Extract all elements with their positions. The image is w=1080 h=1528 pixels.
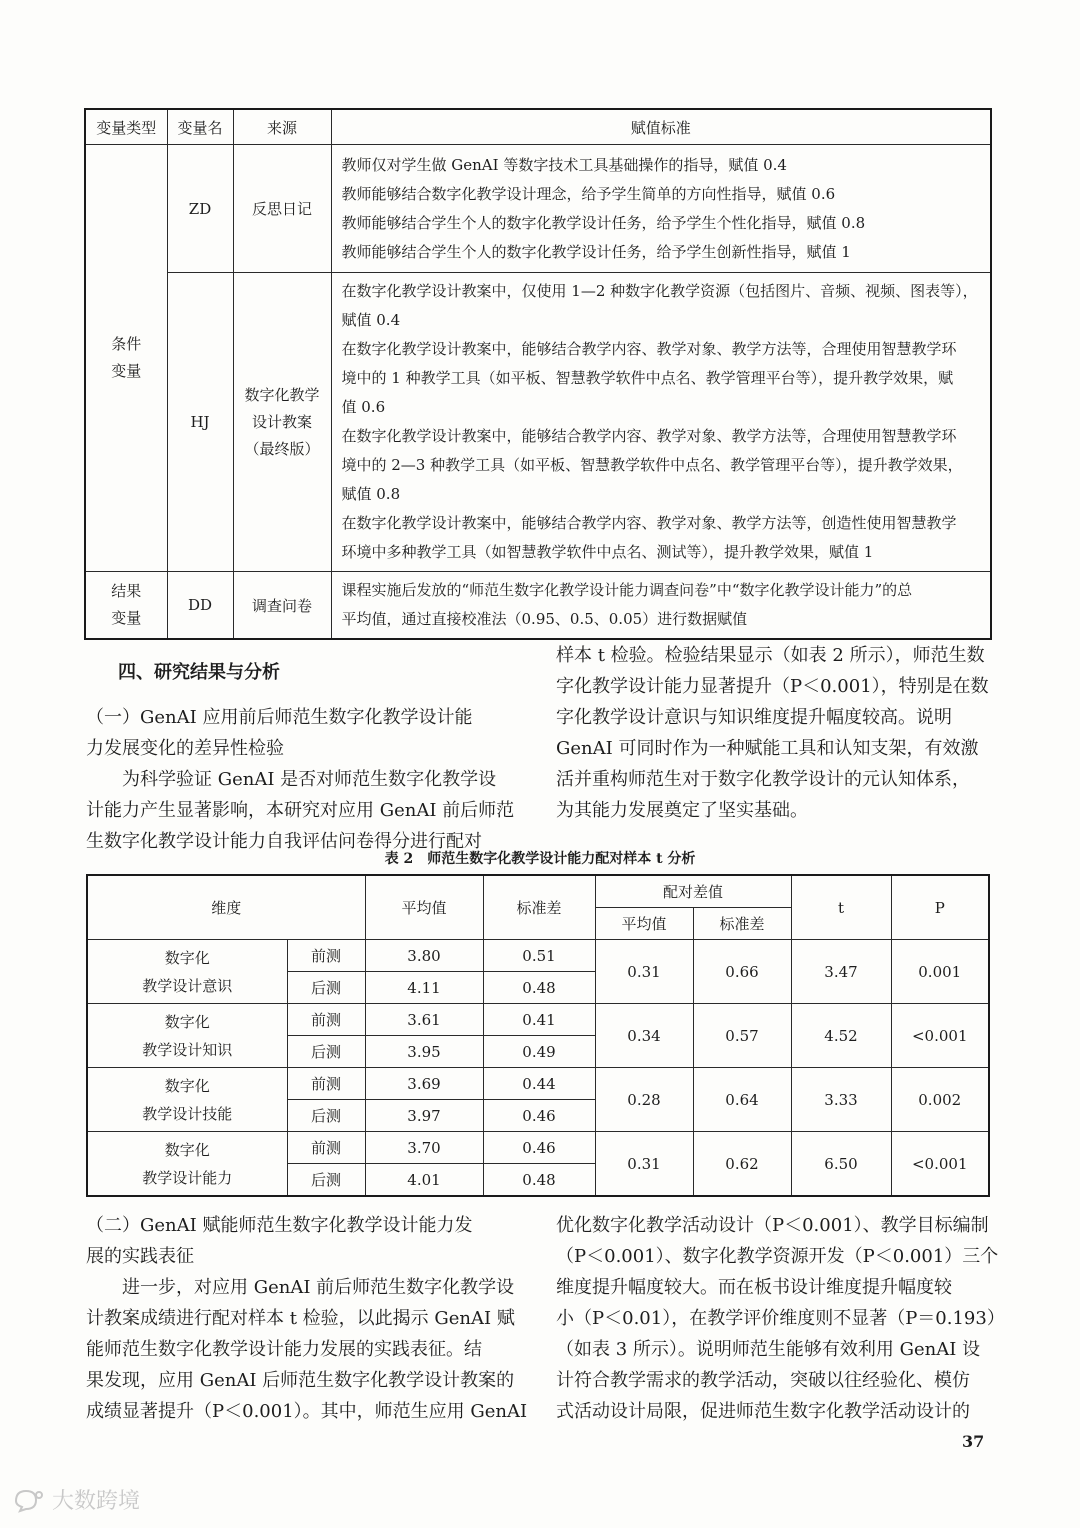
sd-cell: 0.44	[483, 1068, 595, 1100]
mean-cell: 3.70	[365, 1132, 483, 1164]
dimension-cell	[87, 940, 287, 1004]
paragraph-line: 活并重构师范生对于数字化教学设计的元认知体系，	[556, 769, 970, 790]
criteria-line: 教师仅对学生做 GenAI 等数字技术工具基础操作的指导，赋值 0.4	[341, 155, 787, 174]
variable-assignment-table	[84, 108, 992, 640]
table2-header-cell: 标准差	[483, 875, 595, 940]
criteria-line: 在数字化教学设计教案中，仅使用 1—2 种数字化教学资源（包括图片、音频、视频、图表等），	[341, 282, 978, 300]
variable-type-label	[86, 331, 167, 385]
table1-row	[85, 145, 991, 273]
dimension-cell	[87, 1132, 287, 1197]
text-line: 设计教案	[251, 412, 312, 431]
sd-cell: 0.41	[483, 1004, 595, 1036]
subsection-heading-2	[86, 1210, 472, 1272]
p-value-cell: 0.001	[891, 940, 989, 1004]
left-paragraph-1	[86, 764, 514, 857]
text-line: 变量	[111, 609, 142, 627]
paragraph-line: 果发现，应用 GenAI 后师范生数字化教学设计教案的	[86, 1370, 515, 1391]
variable-source-cell: 调查问卷	[233, 572, 331, 640]
test-label-cell: 前测	[287, 940, 365, 972]
criteria-line: 在数字化教学设计教案中，能够结合教学内容、教学对象、教学方法等，创造性使用智慧教学	[341, 514, 957, 532]
subsection-line: 力发展变化的差异性检验	[86, 738, 284, 759]
table2-header-cell: 标准差	[693, 908, 791, 940]
table1-header-cell: 来源	[233, 109, 331, 145]
variable-source-label	[234, 382, 331, 463]
paragraph-line: 生数字化教学设计能力自我评估问卷得分进行配对	[86, 831, 482, 852]
table2-header-cell: 维度	[87, 875, 365, 940]
text-line: 教学设计知识	[142, 1040, 233, 1059]
table1-header-row	[85, 109, 991, 145]
variable-name-cell: ZD	[167, 145, 233, 273]
paragraph-line: 计符合教学需求的教学活动，突破以往经验化、模仿	[556, 1370, 970, 1391]
variable-type-label	[86, 578, 167, 632]
variable-source-cell	[233, 273, 331, 572]
paired-t-test-table	[86, 874, 990, 1197]
right-paragraph-1	[556, 640, 989, 826]
text-line: 数字化教学	[244, 385, 320, 404]
subsection-line: （一）GenAI 应用前后师范生数字化教学设计能	[86, 707, 473, 728]
criteria-line: 在数字化教学设计教案中，能够结合教学内容、教学对象、教学方法等，合理使用智慧教学环	[341, 427, 957, 445]
text-line: 数字化	[164, 948, 210, 967]
criteria-cell	[331, 145, 991, 273]
t-value-cell: 3.33	[791, 1068, 891, 1132]
paragraph-line: （P＜0.001）、数字化教学资源开发（P＜0.001）三个	[556, 1246, 999, 1267]
table2-caption: 表 2 师范生数字化教学设计能力配对样本 t 分析	[384, 851, 696, 867]
subsection-line: （二）GenAI 赋能师范生数字化教学设计能力发	[86, 1215, 473, 1236]
t-value-cell: 6.50	[791, 1132, 891, 1197]
paragraph-line: 为科学验证 GenAI 是否对师范生数字化教学设	[86, 769, 497, 790]
criteria-line: 课程实施后发放的“师范生数字化教学设计能力调查问卷”中“数字化教学设计能力”的总	[341, 581, 913, 599]
subsection-line: 展的实践表征	[86, 1246, 194, 1267]
table2-header-cell: t	[791, 875, 891, 940]
criteria-line: 赋值 0.8	[341, 485, 401, 503]
right-paragraph-2	[556, 1210, 1005, 1427]
diff-mean-cell: 0.31	[595, 940, 693, 1004]
variable-name-cell: HJ	[167, 273, 233, 572]
sd-cell: 0.48	[483, 1164, 595, 1197]
sd-cell: 0.51	[483, 940, 595, 972]
test-label-cell: 后测	[287, 1036, 365, 1068]
sd-cell: 0.46	[483, 1132, 595, 1164]
paragraph-line: 维度提升幅度较大。而在板书设计维度提升幅度较	[556, 1277, 952, 1298]
criteria-line: 境中的 1 种教学工具（如平板、智慧教学软件中点名、教学管理平台等），提升教学效果，赋	[341, 369, 954, 387]
paragraph-line: 字化教学设计能力显著提升（P＜0.001），特别是在数	[556, 676, 989, 697]
mean-cell: 3.61	[365, 1004, 483, 1036]
table-row	[87, 940, 989, 972]
table1-header-cell: 变量名	[167, 109, 233, 145]
paragraph-line: （如表 3 所示）。说明师范生能够有效利用 GenAI 设	[556, 1339, 981, 1360]
mean-cell: 3.97	[365, 1100, 483, 1132]
paragraph-line: GenAI 可同时作为一种赋能工具和认知支架，有效激	[556, 738, 979, 759]
dimension-label	[88, 1008, 287, 1064]
variable-name-cell: DD	[167, 572, 233, 640]
mean-cell: 3.69	[365, 1068, 483, 1100]
sd-cell: 0.48	[483, 972, 595, 1004]
table-row	[87, 1004, 989, 1036]
criteria-line: 平均值，通过直接校准法（0.95、0.5、0.05）进行数据赋值	[341, 610, 748, 628]
paragraph-line: 小（P＜0.01），在教学评价维度则不显著（P＝0.193）	[556, 1308, 1005, 1329]
criteria-line: 在数字化教学设计教案中，能够结合教学内容、教学对象、教学方法等，合理使用智慧教学环	[341, 340, 957, 358]
criteria-line: 赋值 0.4	[341, 311, 401, 329]
paragraph-line: 样本 t 检验。检验结果显示（如表 2 所示），师范生数	[556, 645, 985, 666]
table1-header-cell: 赋值标准	[331, 109, 991, 145]
dimension-cell	[87, 1004, 287, 1068]
p-value-cell: <0.001	[891, 1132, 989, 1197]
criteria-line: 教师能够结合学生个人的数字化教学设计任务，给予学生创新性指导，赋值 1	[341, 242, 851, 261]
test-label-cell: 前测	[287, 1068, 365, 1100]
table2-header-cell: 平均值	[595, 908, 693, 940]
dimension-label	[88, 944, 287, 1000]
sd-cell: 0.49	[483, 1036, 595, 1068]
diff-mean-cell: 0.31	[595, 1132, 693, 1197]
diff-sd-cell: 0.64	[693, 1068, 791, 1132]
sd-cell: 0.46	[483, 1100, 595, 1132]
diff-sd-cell: 0.62	[693, 1132, 791, 1197]
table1-row	[85, 273, 991, 572]
watermark-text: 大数跨境	[52, 1489, 141, 1514]
p-value-cell: <0.001	[891, 1004, 989, 1068]
mean-cell: 3.80	[365, 940, 483, 972]
table2-header-row	[87, 875, 989, 908]
mean-cell: 4.01	[365, 1164, 483, 1197]
test-label-cell: 后测	[287, 972, 365, 1004]
paragraph-line: 计教案成绩进行配对样本 t 检验，以此揭示 GenAI 赋	[86, 1308, 515, 1329]
table1-row	[85, 572, 991, 640]
table-row	[87, 1132, 989, 1164]
text-line: 教学设计技能	[142, 1104, 233, 1123]
paragraph-line: 字化教学设计意识与知识维度提升幅度较高。说明	[556, 707, 952, 728]
watermark-logo-icon	[12, 1487, 46, 1513]
text-line: 数字化	[164, 1076, 210, 1095]
left-paragraph-2	[86, 1272, 527, 1427]
variable-type-cell	[85, 572, 167, 640]
p-value-cell: 0.002	[891, 1068, 989, 1132]
watermark	[12, 1484, 140, 1515]
paragraph-line: 优化数字化教学活动设计（P＜0.001）、教学目标编制	[556, 1215, 989, 1236]
page-number: 37	[962, 1432, 985, 1451]
test-label-cell: 后测	[287, 1100, 365, 1132]
table2-header-cell: P	[891, 875, 989, 940]
subsection-heading-1	[86, 702, 472, 764]
criteria-line: 境中的 2—3 种教学工具（如平板、智慧教学软件中点名、教学管理平台等），提升教学效果，	[341, 456, 963, 474]
criteria-line: 教师能够结合数字化教学设计理念，给予学生简单的方向性指导，赋值 0.6	[341, 184, 836, 203]
text-line: 教学设计意识	[142, 976, 233, 995]
text-line: 结果	[111, 582, 142, 600]
dimension-label	[88, 1072, 287, 1128]
variable-type-cell	[85, 145, 167, 572]
diff-mean-cell: 0.34	[595, 1004, 693, 1068]
criteria-line: 教师能够结合学生个人的数字化教学设计任务，给予学生个性化指导，赋值 0.8	[341, 213, 866, 232]
text-line: （最终版）	[244, 439, 320, 458]
mean-cell: 4.11	[365, 972, 483, 1004]
paragraph-line: 计能力产生显著影响，本研究对应用 GenAI 前后师范	[86, 800, 515, 821]
table2-header-cell: 配对差值	[595, 875, 791, 908]
test-label-cell: 后测	[287, 1164, 365, 1197]
table1-header-cell: 变量类型	[85, 109, 167, 145]
t-value-cell: 4.52	[791, 1004, 891, 1068]
paragraph-line: 进一步，对应用 GenAI 前后师范生数字化教学设	[86, 1277, 515, 1298]
table2-header-cell: 平均值	[365, 875, 483, 940]
diff-mean-cell: 0.28	[595, 1068, 693, 1132]
t-value-cell: 3.47	[791, 940, 891, 1004]
paragraph-line: 成绩显著提升（P＜0.001）。其中，师范生应用 GenAI	[86, 1401, 528, 1422]
paragraph-line: 为其能力发展奠定了坚实基础。	[556, 800, 808, 821]
test-label-cell: 前测	[287, 1004, 365, 1036]
text-line: 条件	[111, 335, 142, 353]
criteria-line: 环境中多种教学工具（如智慧教学软件中点名、测试等），提升教学效果，赋值 1	[341, 543, 874, 561]
section-heading: 四、研究结果与分析	[118, 662, 280, 683]
paragraph-line: 式活动设计局限，促进师范生数字化教学活动设计的	[556, 1401, 970, 1422]
text-line: 数字化	[164, 1012, 210, 1031]
diff-sd-cell: 0.57	[693, 1004, 791, 1068]
variable-source-cell: 反思日记	[233, 145, 331, 273]
text-line: 数字化	[164, 1140, 210, 1159]
mean-cell: 3.95	[365, 1036, 483, 1068]
criteria-line: 值 0.6	[341, 398, 386, 416]
test-label-cell: 前测	[287, 1132, 365, 1164]
text-line: 教学设计能力	[142, 1168, 233, 1187]
criteria-cell	[331, 273, 991, 572]
text-line: 变量	[111, 362, 142, 380]
paragraph-line: 能师范生数字化教学设计能力发展的实践表征。结	[86, 1339, 482, 1360]
diff-sd-cell: 0.66	[693, 940, 791, 1004]
dimension-cell	[87, 1068, 287, 1132]
table-row	[87, 1068, 989, 1100]
dimension-label	[88, 1136, 287, 1192]
criteria-cell	[331, 572, 991, 640]
